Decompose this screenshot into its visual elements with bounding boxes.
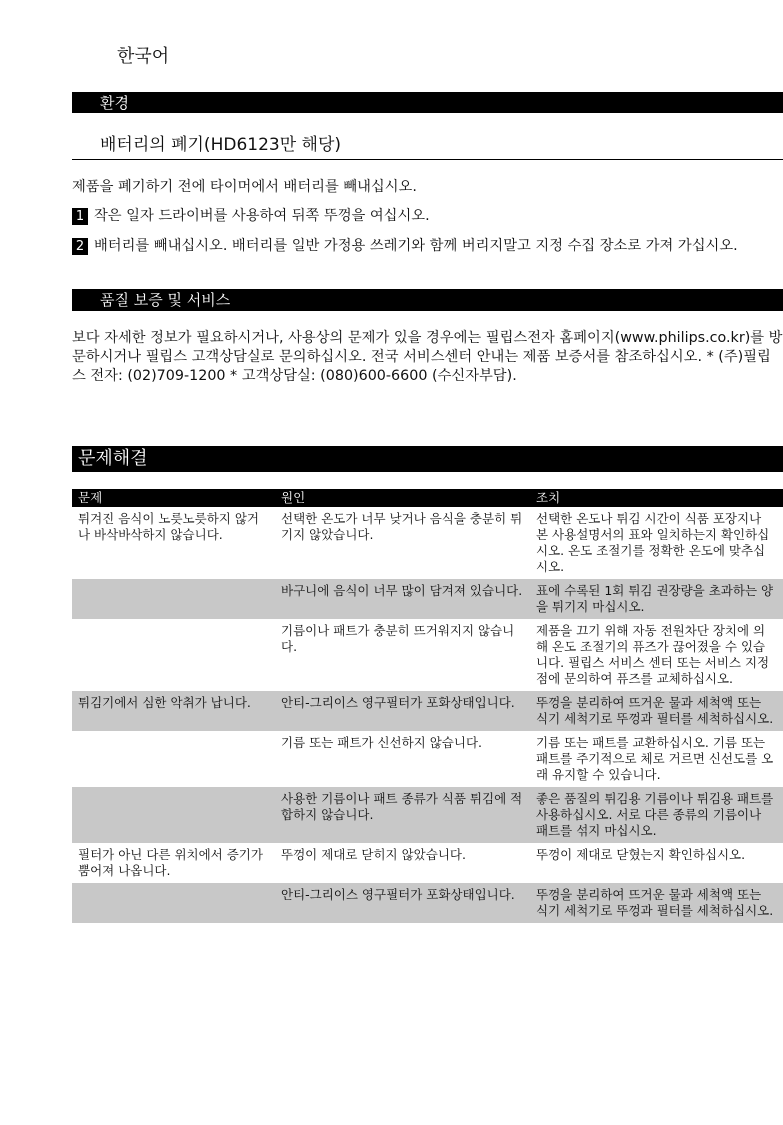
table-header-row [72,489,783,507]
table-row [72,883,783,923]
solution-cell: 제품을 끄기 위해 자동 전원차단 장치에 의해 온도 조절기의 퓨즈가 끊어졌을 수 있습니다. 필립스 서비스 센터 또는 서비스 지정점에 문의하여 퓨즈를 교체하십시오. [536,623,770,686]
problem-cell [72,731,275,787]
solution-cell: 기름 또는 패트를 교환하십시오. 기름 또는 패트를 주기적으로 체로 거르면 신선도를 오래 유지할 수 있습니다. [536,735,774,782]
troubleshooting-table [72,489,783,923]
solution-cell: 좋은 품질의 튀김용 기름이나 튀김용 패트를 사용하십시오. 서로 다른 종류의 기름이나 패트를 섞지 마십시오. [530,787,783,843]
cause-cell: 기름 또는 패트가 신선하지 않습니다. [281,735,482,750]
column-header-solution: 조치 [530,489,783,507]
table-row [72,731,783,787]
problem-cell: 필터가 아닌 다른 위치에서 증기가 뿜어져 나옵니다. [78,847,263,878]
table-row [72,619,783,691]
solution-cell: 뚜껑이 제대로 닫혔는지 확인하십시오. [536,847,746,862]
column-header-problem: 문제 [72,489,275,507]
language-label: 한국어 [117,46,170,67]
cause-cell: 뚜껑이 제대로 닫히지 않았습니다. [281,847,466,862]
cause-cell: 안티-그리이스 영구필터가 포화상태입니다. [275,691,530,731]
cause-cell: 바구니에 음식이 너무 많이 담겨져 있습니다. [275,579,530,619]
table-row [72,787,783,843]
solution-cell: 뚜껑을 분리하여 뜨거운 물과 세척액 또는 식기 세척기로 뚜껑과 필터를 세척하십시오. [530,883,783,923]
cause-cell: 선택한 온도가 너무 낮거나 음식을 충분히 튀기지 않았습니다. [281,511,523,542]
cause-cell: 사용한 기름이나 패트 종류가 식품 튀김에 적합하지 않습니다. [275,787,530,843]
table-row [72,691,783,731]
environment-heading: 환경 [72,92,783,113]
step-2 [72,237,783,256]
problem-cell [72,883,275,923]
table-row [72,843,783,883]
step-number: 1 [72,208,88,225]
battery-intro-text: 제품을 폐기하기 전에 타이머에서 배터리를 빼내십시오. [72,179,417,195]
solution-cell: 뚜껑을 분리하여 뜨거운 물과 세척액 또는 식기 세척기로 뚜껑과 필터를 세척하십시오. [530,691,783,731]
table-row [72,507,783,579]
problem-cell [72,619,275,691]
problem-cell [72,579,275,619]
warranty-text: 보다 자세한 정보가 필요하시거나, 사용상의 문제가 있을 경우에는 필립스전자 홈페이지(www.philips.co.kr)를 방문하시거나 필립스 고객상담실로 문의하십시오. 전국 서비스센터 안내는 제품 보증서를 참조하십시오. * (주)필립스 전자: (02)709-1200 * 고객상담실: (080)600-6600 (수신자부담). [72,330,783,384]
solution-cell: 선택한 온도나 튀김 시간이 식품 포장지나 본 사용설명서의 표와 일치하는지 확인하십시오. 온도 조절기를 정확한 온도에 맞추십시오. [536,511,770,574]
cause-cell: 안티-그리이스 영구필터가 포화상태입니다. [275,883,530,923]
cause-cell: 기름이나 패트가 충분히 뜨거워지지 않습니다. [281,623,515,654]
step-number: 2 [72,238,88,255]
table-row [72,579,783,619]
solution-cell: 표에 수록된 1회 튀김 권장량을 초과하는 양을 튀기지 마십시오. [530,579,783,619]
troubleshooting-heading: 문제해결 [72,446,783,472]
battery-disposal-subheading: 배터리의 폐기(HD6123만 해당) [72,130,783,160]
step-1 [72,207,783,226]
problem-cell: 튀김기에서 심한 악취가 납니다. [72,691,275,731]
warranty-heading: 품질 보증 및 서비스 [72,289,783,311]
problem-cell [72,787,275,843]
step-text: 작은 일자 드라이버를 사용하여 뒤쪽 뚜껑을 여십시오. [94,208,430,224]
step-text: 배터리를 빼내십시오. 배터리를 일반 가정용 쓰레기와 함께 버리지말고 지정 수집 장소로 가져 가십시오. [94,238,738,254]
problem-cell: 튀겨진 음식이 노릇노릇하지 않거나 바삭바삭하지 않습니다. [78,511,259,542]
column-header-cause: 원인 [275,489,530,507]
